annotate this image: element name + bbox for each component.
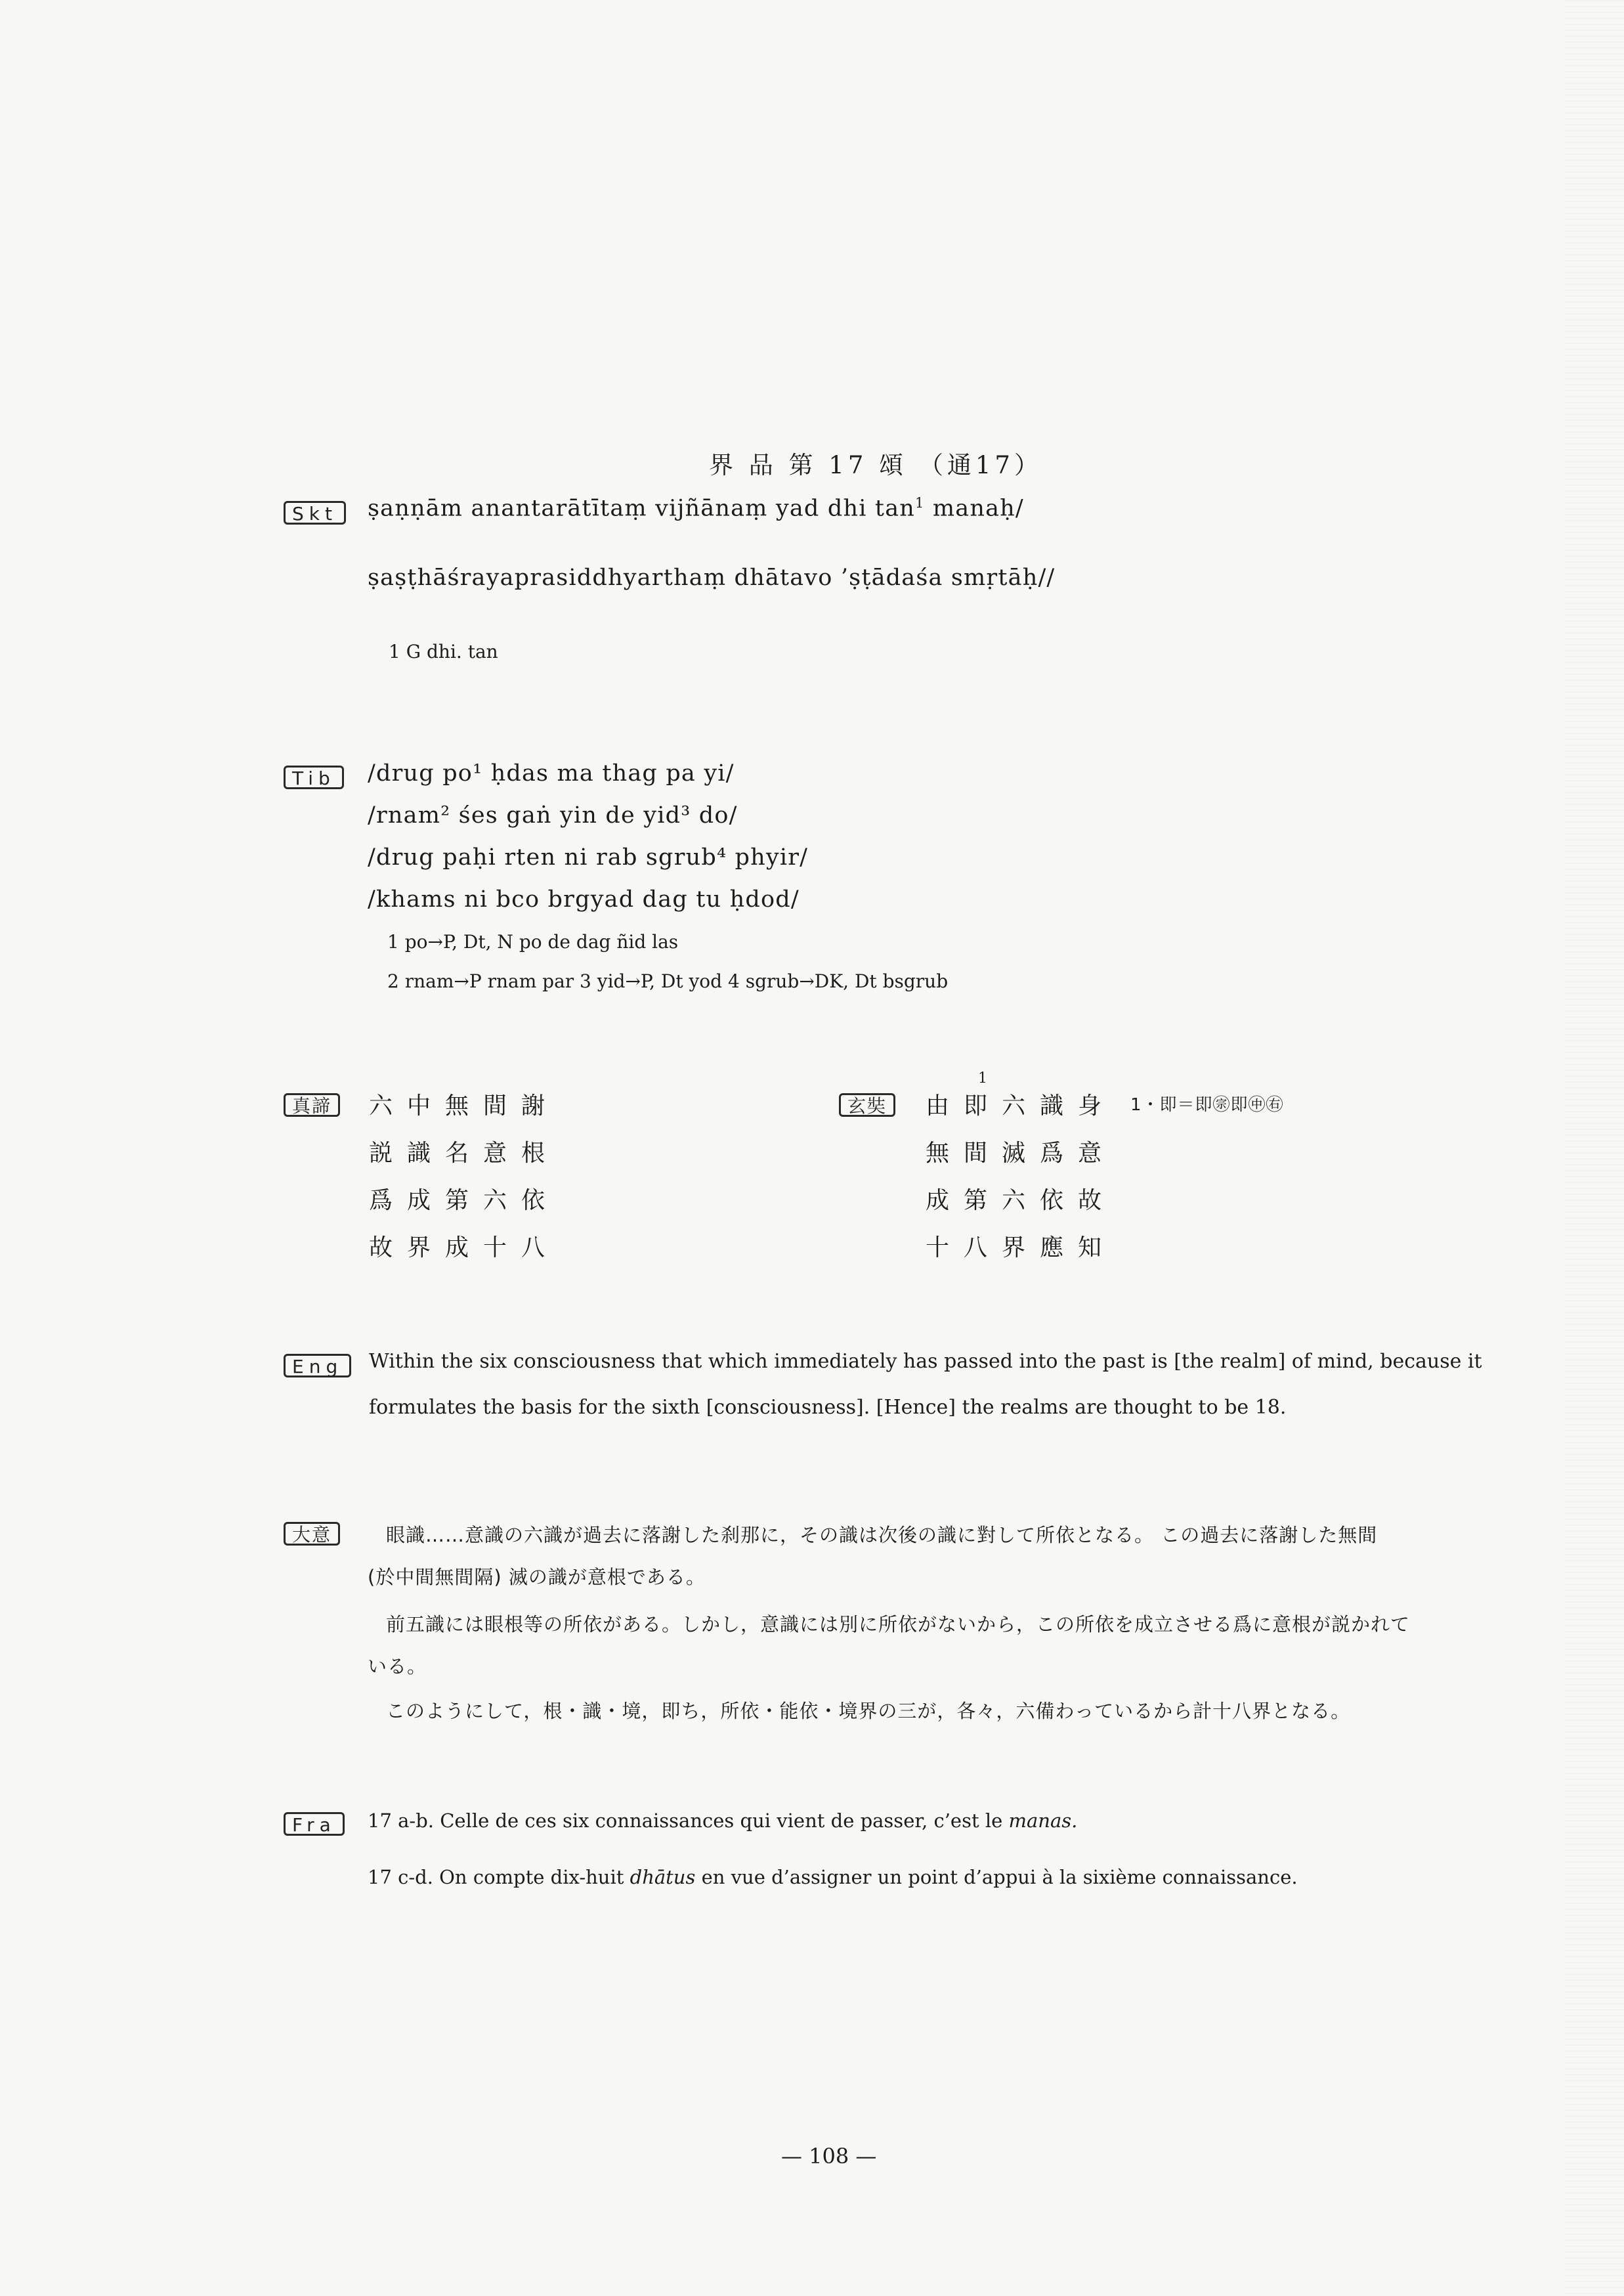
xuanzang-line-4: 十八界應知 — [926, 1234, 1117, 1261]
paramartha-line-2: 説識名意根 — [369, 1140, 560, 1167]
tib-line-3: /drug paḥi rten ni rab sgrub⁴ phyir/ — [368, 844, 809, 871]
taii-line-1: 眼識……意識の六識が過去に落謝した刹那に，その識は次後の識に對して所依となる。 この過去に落謝した無間 — [386, 1524, 1378, 1546]
scan-edge-noise — [1565, 0, 1624, 2296]
skt-note: 1 G dhi. tan — [389, 641, 498, 662]
xuanzang-line-3: 成第六依故 — [926, 1187, 1117, 1214]
taii-line-4: いる。 — [368, 1655, 427, 1678]
taii-line-5: このようにして，根・識・境，即ち，所依・能依・境界の三が，各々，六備わっているから計十八界となる。 — [386, 1700, 1351, 1722]
tib-line-4: /khams ni bco brgyad dag tu ḥdod/ — [368, 886, 800, 913]
tib-line-2: /rnam² śes gaṅ yin de yid³ do/ — [368, 802, 738, 829]
fra-line-2: 17 c-d. On compte dix-huit dhātus en vue d’assigner un point d’appui à la sixième connaissance. — [368, 1866, 1298, 1888]
paramartha-line-3: 爲成第六依 — [369, 1187, 560, 1214]
paramartha-line-4: 故界成十八 — [369, 1234, 560, 1261]
eng-tag: Eng — [284, 1354, 351, 1377]
xuanzang-note-mark: 1 — [978, 1070, 987, 1087]
paramartha-line-1: 六中無間謝 — [369, 1093, 560, 1119]
page-title: 界 品 第 17 頌 （通17） — [709, 451, 1042, 479]
xuanzang-line-1: 由即六識身 — [926, 1093, 1117, 1119]
taii-line-2: (於中間無間隔) 滅の識が意根である。 — [368, 1566, 706, 1588]
skt-line-1: ṣaṇṇām anantarātītaṃ vijñānaṃ yad dhi $\tan^1$ manaḥ/ — [368, 495, 1024, 522]
skt-line-2: ṣaṣṭhāśrayaprasiddhyarthaṃ dhātavo ’ṣṭādaśa smṛtāḥ// — [368, 565, 1056, 591]
xuanzang-line-2: 無間滅爲意 — [926, 1140, 1117, 1167]
tib-note-1: 1 po→P, Dt, N po de dag ñid las — [387, 931, 679, 953]
tib-tag: Tib — [284, 766, 344, 789]
fra-line-1: 17 a-b. Celle de ces six connaissances qui vient de passer, c’est le manas. — [368, 1809, 1078, 1832]
tib-note-2: 2 rnam→P rnam par 3 yid→P, Dt yod 4 sgrub→DK, Dt bsgrub — [387, 970, 949, 992]
page-number: — 108 — — [781, 2144, 877, 2169]
paramartha-tag: 真諦 — [284, 1093, 340, 1117]
taii-tag: 大意 — [284, 1522, 340, 1546]
xuanzang-note: 1・即＝即㊪即㊥㊨ — [1130, 1095, 1284, 1115]
eng-line-2: formulates the basis for the sixth [consciousness]. [Hence] the realms are thought to be 18. — [369, 1396, 1287, 1419]
fra-tag: Fra — [284, 1812, 345, 1836]
eng-line-1: Within the six consciousness that which immediately has passed into the past is [the realm] of mind, because it — [369, 1350, 1482, 1373]
skt-tag: Skt — [284, 501, 346, 525]
tib-line-1: /drug po¹ ḥdas ma thag pa yi/ — [368, 760, 735, 787]
taii-line-3: 前五識には眼根等の所依がある。しかし，意識には別に所依がないから，この所依を成立させる爲に意根が説かれて — [386, 1613, 1411, 1635]
xuanzang-tag: 玄奘 — [839, 1093, 895, 1117]
